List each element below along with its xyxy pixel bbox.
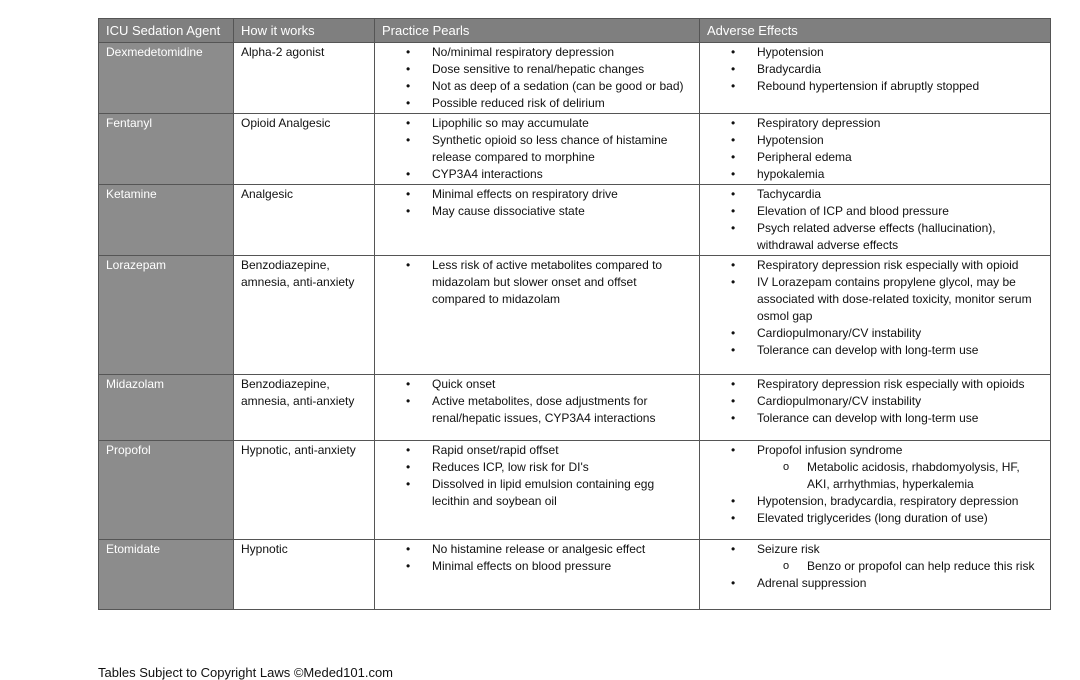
list-item	[707, 274, 1043, 325]
list-item-text: Reduces ICP, low risk for DI's	[432, 460, 589, 474]
adverse-effects-cell	[700, 375, 1051, 441]
list-item-text: Quick onset	[432, 377, 496, 391]
list-item-text: Elevated triglycerides (long duration of use)	[757, 511, 988, 525]
list-item-text: Hypotension, bradycardia, respiratory depression	[757, 494, 1019, 508]
table-row	[99, 540, 1051, 610]
list-item-text: Not as deep of a sedation (can be good or bad)	[432, 79, 684, 93]
pearls-list	[382, 541, 692, 575]
list-item	[707, 115, 1043, 132]
list-item-text: Cardiopulmonary/CV instability	[757, 326, 922, 340]
list-item	[707, 575, 1043, 592]
adverse-effects-cell	[700, 43, 1051, 114]
pearls-list	[382, 376, 692, 427]
pearls-list	[382, 186, 692, 220]
list-item	[707, 166, 1043, 183]
list-item-text: Minimal effects on blood pressure	[432, 559, 612, 573]
pearls-list	[382, 44, 692, 112]
table-header-row	[99, 19, 1051, 43]
list-item-text: Tolerance can develop with long-term use	[757, 411, 979, 425]
agent-name-cell: Propofol	[99, 441, 234, 540]
list-item	[707, 257, 1043, 274]
list-item	[707, 410, 1043, 427]
list-item	[707, 541, 1043, 575]
mechanism-cell: Hypnotic	[234, 540, 375, 610]
list-item-text: Tolerance can develop with long-term use	[757, 343, 979, 357]
sub-list-item: o Benzo or propofol can help reduce this risk	[757, 558, 1043, 575]
mechanism-cell: Opioid Analgesic	[234, 114, 375, 185]
list-item-text: Seizure risk	[757, 542, 820, 556]
list-item	[382, 186, 692, 203]
pearls-cell	[375, 540, 700, 610]
adverse-effects-cell	[700, 114, 1051, 185]
pearls-cell	[375, 256, 700, 375]
list-item	[382, 257, 692, 308]
list-item-text: Synthetic opioid so less chance of histamine release compared to morphine	[432, 133, 668, 164]
list-item	[707, 510, 1043, 527]
list-item	[382, 558, 692, 575]
mechanism-cell: Benzodiazepine, amnesia, anti-anxiety	[234, 375, 375, 441]
list-item-text: Rapid onset/rapid offset	[432, 443, 559, 457]
list-item	[707, 132, 1043, 149]
pearls-list	[382, 115, 692, 183]
adverse-effects-cell	[700, 441, 1051, 540]
list-item-text: Hypotension	[757, 45, 824, 59]
adverse-effects-list	[707, 376, 1043, 427]
list-item	[382, 476, 692, 510]
list-item-text: Cardiopulmonary/CV instability	[757, 394, 922, 408]
pearls-cell	[375, 114, 700, 185]
list-item	[707, 61, 1043, 78]
list-item	[707, 220, 1043, 254]
list-item	[382, 115, 692, 132]
list-item	[707, 342, 1043, 359]
list-item-text: Less risk of active metabolites compared to midazolam but slower onset and offset compared to midazolam	[432, 258, 663, 306]
list-item-text: Dissolved in lipid emulsion containing egg lecithin and soybean oil	[432, 477, 655, 508]
list-item	[707, 442, 1043, 493]
list-item-text: CYP3A4 interactions	[432, 167, 543, 181]
table-row	[99, 441, 1051, 540]
list-item-text: Active metabolites, dose adjustments for renal/hepatic issues, CYP3A4 interactions	[432, 394, 656, 425]
list-item-text: Propofol infusion syndrome	[757, 443, 903, 457]
header-adverse: Adverse Effects	[700, 19, 1051, 43]
mechanism-cell: Alpha-2 agonist	[234, 43, 375, 114]
header-mechanism: How it works	[234, 19, 375, 43]
pearls-cell	[375, 375, 700, 441]
list-item-text: Minimal effects on respiratory drive	[432, 187, 618, 201]
list-item-text: Peripheral edema	[757, 150, 852, 164]
mechanism-cell: Benzodiazepine, amnesia, anti-anxiety	[234, 256, 375, 375]
pearls-cell	[375, 441, 700, 540]
list-item	[382, 376, 692, 393]
pearls-list	[382, 442, 692, 510]
adverse-effects-list	[707, 44, 1043, 95]
table-row	[99, 114, 1051, 185]
list-item-text: Elevation of ICP and blood pressure	[757, 204, 949, 218]
header-agent: ICU Sedation Agent	[99, 19, 234, 43]
adverse-effects-list	[707, 257, 1043, 359]
agent-name-cell: Fentanyl	[99, 114, 234, 185]
table-body	[99, 43, 1051, 610]
list-item	[382, 393, 692, 427]
adverse-effects-cell	[700, 540, 1051, 610]
list-item	[382, 95, 692, 112]
list-item	[707, 203, 1043, 220]
list-item-text: Respiratory depression risk especially with opioids	[757, 377, 1025, 391]
adverse-effects-cell	[700, 256, 1051, 375]
list-item	[382, 203, 692, 220]
list-item-text: Lipophilic so may accumulate	[432, 116, 589, 130]
list-item-text: Dose sensitive to renal/hepatic changes	[432, 62, 645, 76]
list-item	[707, 325, 1043, 342]
list-item-text: No/minimal respiratory depression	[432, 45, 615, 59]
header-pearls: Practice Pearls	[375, 19, 700, 43]
list-item	[707, 149, 1043, 166]
list-item-text: IV Lorazepam contains propylene glycol, may be associated with dose-related toxicity, monitor serum osmol gap	[757, 275, 1032, 323]
pearls-cell	[375, 185, 700, 256]
agent-name-cell: Ketamine	[99, 185, 234, 256]
list-item-text: No histamine release or analgesic effect	[432, 542, 646, 556]
adverse-effects-list	[707, 186, 1043, 254]
table-row	[99, 43, 1051, 114]
adverse-effects-list	[707, 541, 1043, 592]
list-item-text: Bradycardia	[757, 62, 822, 76]
sub-list	[757, 459, 1043, 493]
list-item-text: Tachycardia	[757, 187, 822, 201]
adverse-effects-cell	[700, 185, 1051, 256]
agent-name-cell: Etomidate	[99, 540, 234, 610]
list-item	[382, 442, 692, 459]
list-item-text: Rebound hypertension if abruptly stopped	[757, 79, 980, 93]
list-item-text: May cause dissociative state	[432, 204, 585, 218]
agent-name-cell: Dexmedetomidine	[99, 43, 234, 114]
adverse-effects-list	[707, 442, 1043, 527]
list-item	[707, 78, 1043, 95]
sub-list	[757, 558, 1043, 575]
agent-name-cell: Midazolam	[99, 375, 234, 441]
list-item	[707, 44, 1043, 61]
table-row	[99, 185, 1051, 256]
sedation-agents-table	[98, 18, 1051, 610]
list-item	[707, 393, 1043, 410]
list-item-text: Adrenal suppression	[757, 576, 867, 590]
agent-name-cell: Lorazepam	[99, 256, 234, 375]
adverse-effects-list	[707, 115, 1043, 183]
list-item-text: Respiratory depression risk especially with opioid	[757, 258, 1019, 272]
list-item-text: Psych related adverse effects (hallucination), withdrawal adverse effects	[757, 221, 996, 252]
list-item	[382, 61, 692, 78]
list-item-text: hypokalemia	[757, 167, 825, 181]
pearls-list	[382, 257, 692, 308]
list-item-text: Hypotension	[757, 133, 824, 147]
list-item	[707, 186, 1043, 203]
list-item	[382, 132, 692, 166]
table-row	[99, 256, 1051, 375]
list-item	[382, 78, 692, 95]
list-item	[382, 44, 692, 61]
list-item-text: Respiratory depression	[757, 116, 881, 130]
mechanism-cell: Analgesic	[234, 185, 375, 256]
list-item	[382, 541, 692, 558]
copyright-footer: Tables Subject to Copyright Laws ©Meded101.com	[98, 665, 394, 680]
sub-list-item: o Metabolic acidosis, rhabdomyolysis, HF, AKI, arrhythmias, hyperkalemia	[757, 459, 1043, 493]
list-item	[382, 459, 692, 476]
list-item	[707, 493, 1043, 510]
list-item	[382, 166, 692, 183]
mechanism-cell: Hypnotic, anti-anxiety	[234, 441, 375, 540]
pearls-cell	[375, 43, 700, 114]
table-row	[99, 375, 1051, 441]
list-item-text: Possible reduced risk of delirium	[432, 96, 605, 110]
list-item	[707, 376, 1043, 393]
